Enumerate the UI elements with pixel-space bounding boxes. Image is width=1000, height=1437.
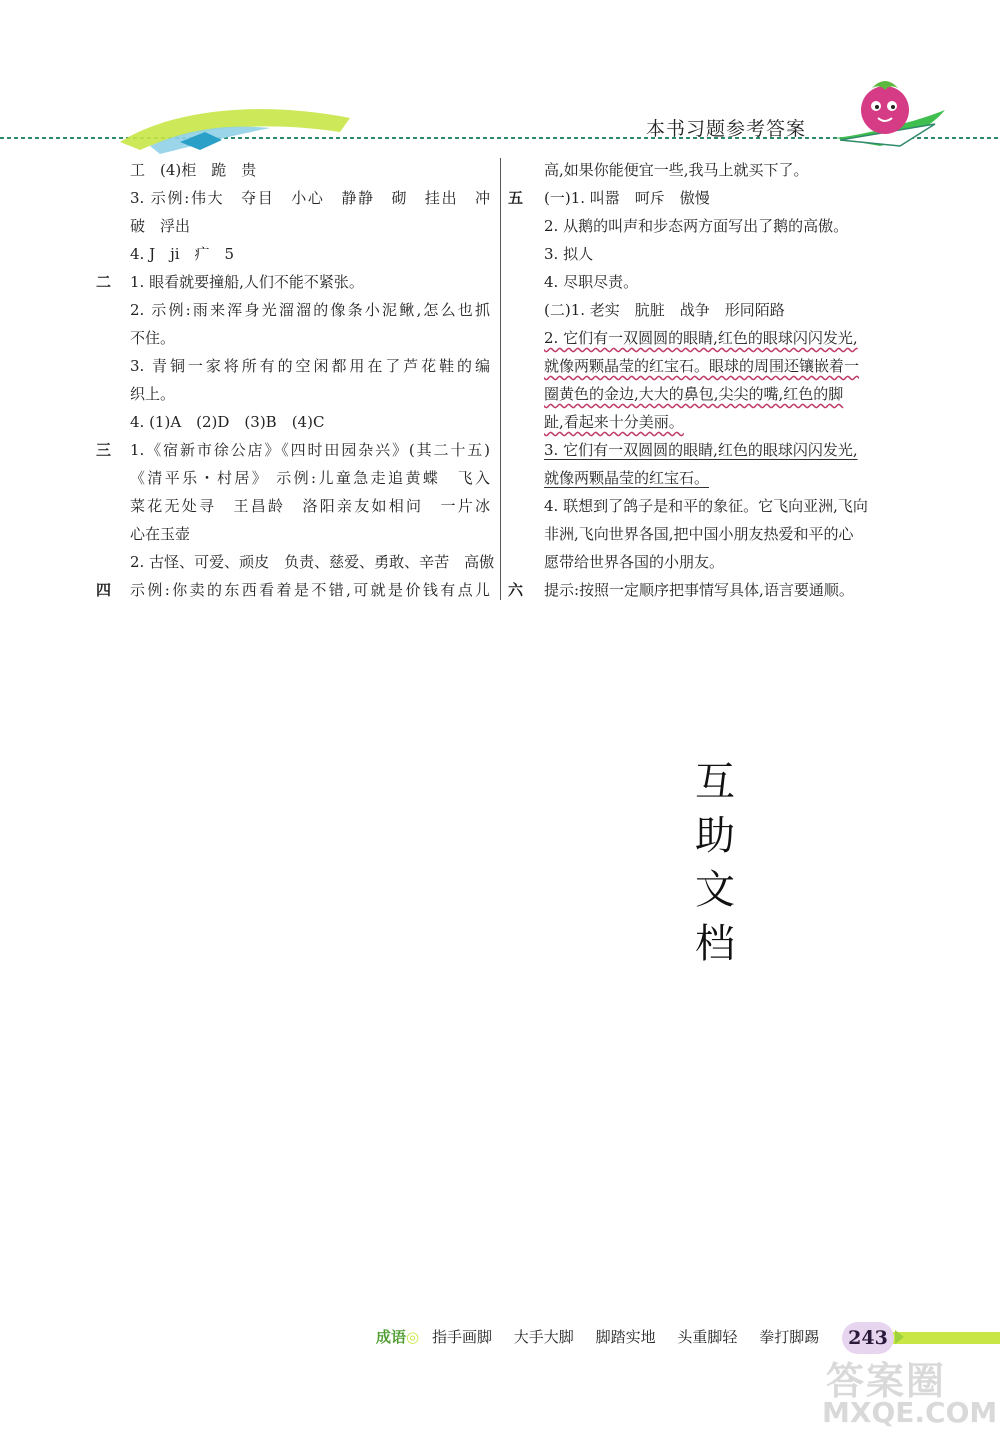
right-column-line <box>508 464 908 492</box>
right-column-line <box>508 184 908 212</box>
answer-text: 非洲,飞向世界各国,把中国小朋友热爱和平的心 <box>544 525 854 543</box>
left-column-line <box>96 492 494 520</box>
right-column-line <box>508 436 908 464</box>
right-column-line <box>508 380 908 408</box>
watermark-text: 答案圈 <box>826 1359 947 1403</box>
answer-text: 2. 示例:雨来浑身光溜溜的像条小泥鳅,怎么也抓 <box>130 301 490 319</box>
handwritten-char: 文 <box>695 867 735 913</box>
left-column-line <box>96 268 494 296</box>
answer-text: 织上。 <box>130 385 176 403</box>
left-column-line <box>96 352 494 380</box>
answer-text: 2. 从鹅的叫声和步态两方面写出了鹅的高傲。 <box>544 217 849 235</box>
answer-text: 菜花无处寻 王昌龄 洛阳亲友如相问 一片冰 <box>130 497 490 515</box>
left-column-line <box>96 240 494 268</box>
right-column-line <box>508 240 908 268</box>
site-watermark <box>818 1350 998 1434</box>
answer-text: 心在玉壶 <box>130 525 191 543</box>
left-column-line <box>96 324 494 352</box>
answer-text: 1.《宿新市徐公店》《四时田园杂兴》(其二十五) <box>130 441 490 459</box>
handwritten-char: 助 <box>695 813 735 859</box>
right-column-line <box>508 212 908 240</box>
idiom-label: 成语◎ <box>376 1328 420 1346</box>
answer-text: 愿带给世界各国的小朋友。 <box>544 553 725 571</box>
answer-text: 3. 青铜一家将所有的空闲都用在了芦花鞋的编 <box>130 357 490 375</box>
left-column-line <box>96 464 494 492</box>
answer-text: 破 浮出 <box>130 217 191 235</box>
answer-text: (一)1. 叫嚣 呵斥 傲慢 <box>544 189 710 207</box>
answer-text: 4. 尽职尽责。 <box>544 273 639 291</box>
section-marker: 四 <box>96 581 112 599</box>
right-column-line <box>508 352 908 380</box>
page-number: 243 <box>842 1322 894 1354</box>
left-column-line <box>96 156 494 184</box>
left-column-line <box>96 520 494 548</box>
right-column-line <box>508 548 908 576</box>
right-column-line <box>508 324 908 352</box>
idiom-item: 拳打脚踢 <box>759 1328 820 1346</box>
watermark-url: MXQE.COM <box>822 1396 998 1429</box>
answer-text: 2. 它们有一双圆圆的眼睛,红色的眼球闪闪发光, <box>544 329 858 347</box>
left-column-line <box>96 436 494 464</box>
answer-text: 圈黄色的金边,大大的鼻包,尖尖的嘴,红色的脚 <box>544 385 844 403</box>
answer-text: 3. 示例:伟大 夺目 小心 静静 砌 挂出 冲 <box>130 189 490 207</box>
answer-text: 4. J ji 疒 5 <box>130 245 235 263</box>
answer-text: 就像两颗晶莹的红宝石。 <box>544 469 710 487</box>
answer-text: 示例:你卖的东西看着是不错,可就是价钱有点儿 <box>130 581 490 599</box>
answer-text: 高,如果你能便宜一些,我马上就买下了。 <box>544 161 809 179</box>
section-marker: 六 <box>508 581 524 599</box>
answer-text: 就像两颗晶莹的红宝石。眼球的周围还镶嵌着一 <box>544 357 860 375</box>
right-column-line <box>508 268 908 296</box>
answer-text: 《清平乐・村居》 示例:儿童急走追黄蝶 飞入 <box>130 469 490 487</box>
section-marker: 二 <box>96 273 112 291</box>
handwritten-char: 互 <box>695 759 735 805</box>
answer-text: 不住。 <box>130 329 176 347</box>
handwritten-char: 档 <box>695 921 735 967</box>
idiom-item: 大手大脚 <box>513 1328 574 1346</box>
left-column-line <box>96 380 494 408</box>
handwritten-watermark <box>690 755 740 971</box>
right-column-line <box>508 576 908 604</box>
left-column-line <box>96 296 494 324</box>
right-column-line <box>508 156 908 184</box>
idiom-item: 头重脚轻 <box>677 1328 738 1346</box>
answer-text: 3. 拟人 <box>544 245 594 263</box>
left-column-line <box>96 212 494 240</box>
section-marker: 五 <box>508 189 524 207</box>
answer-text: (二)1. 老实 肮脏 战争 形同陌路 <box>544 301 785 319</box>
idiom-item: 指手画脚 <box>432 1328 493 1346</box>
answer-text: 1. 眼看就要撞船,人们不能不紧张。 <box>130 273 364 291</box>
left-column-line <box>96 576 494 604</box>
answer-text: 4. (1)A (2)D (3)B (4)C <box>130 413 325 431</box>
header-title: 本书习题参考答案 <box>646 118 807 140</box>
answer-text: 工 (4)柜 跪 贵 <box>130 161 257 179</box>
answer-text: 提示:按照一定顺序把事情写具体,语言要通顺。 <box>544 581 854 599</box>
column-divider <box>500 158 501 600</box>
section-marker: 三 <box>96 441 112 459</box>
answer-text: 4. 联想到了鸽子是和平的象征。它飞向亚洲,飞向 <box>544 497 868 515</box>
right-column-line <box>508 296 908 324</box>
left-column-line <box>96 548 494 576</box>
answer-text: 3. 它们有一双圆圆的眼睛,红色的眼球闪闪发光, <box>544 441 858 459</box>
answer-text: 2. 古怪、可爱、顽皮 负责、慈爱、勇敢、辛苦 高傲 <box>130 553 495 571</box>
right-column-line <box>508 492 908 520</box>
idiom-item: 脚踏实地 <box>595 1328 656 1346</box>
right-column-line <box>508 408 908 436</box>
idiom-list <box>432 1326 836 1347</box>
left-answer-column <box>96 156 494 604</box>
left-column-line <box>96 184 494 212</box>
answer-text: 趾,看起来十分美丽。 <box>544 413 684 431</box>
right-answer-column <box>508 156 908 604</box>
left-column-line <box>96 408 494 436</box>
right-column-line <box>508 520 908 548</box>
